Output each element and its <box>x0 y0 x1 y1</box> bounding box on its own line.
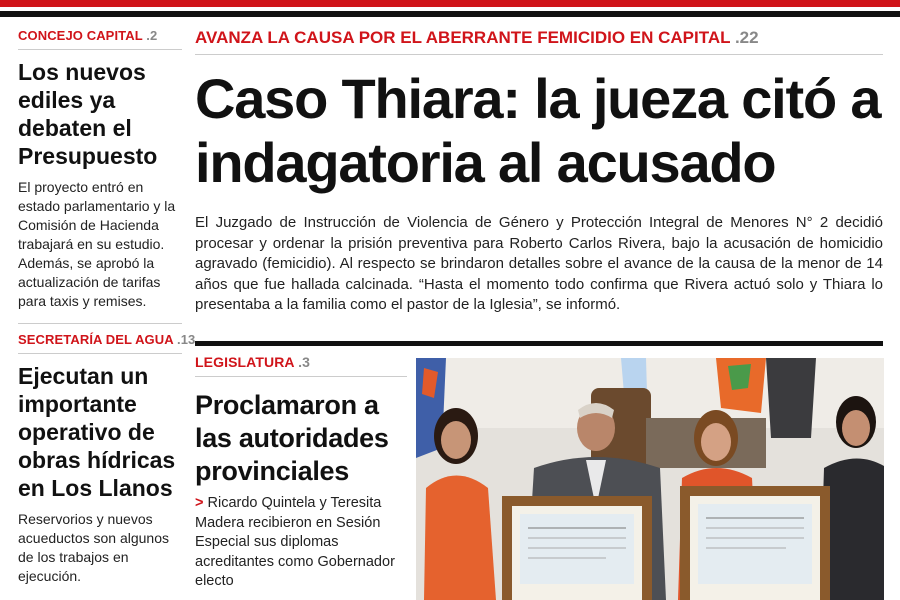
left-column <box>18 28 196 586</box>
top-black-rule <box>0 11 900 17</box>
story2-page-ref: .13 <box>176 332 196 347</box>
story1-kicker[interactable] <box>18 28 182 43</box>
main-kicker[interactable] <box>195 28 883 48</box>
left-divider <box>18 323 182 324</box>
main-separator-rule <box>195 341 883 346</box>
main-kicker-rule <box>195 54 883 55</box>
red-arrow-icon: > <box>195 495 204 511</box>
story1-headline[interactable]: Los nuevos ediles ya debaten el Presupuesto <box>18 59 158 169</box>
legislatura-photo[interactable] <box>416 358 884 600</box>
legislatura-story <box>195 354 407 592</box>
main-page-ref: .22 <box>734 28 759 47</box>
legislatura-lead: Ricardo Quintela y Teresita Madera recibieron en Sesión Especial sus diplomas acreditantes como Gobernador electo <box>195 495 395 589</box>
main-lead: El Juzgado de Instrucción de Violencia de Género y Protección Integral de Menores N° 2 decidió procesar y ordenar la prisión preventiva para Roberto Carlos Rivera, bajo la acusación de homicidio agravado (femicidio). Al respecto se brindaron detalles sobre el avance de la causa de la menor de 14 años que fue hallada calcinada. “Hasta el momento todo confirma que Rivera actuó solo y Thiara lo presentaba a la familia como el pastor de la Iglesia”, se informó. <box>195 214 883 313</box>
story1-kicker-rule <box>18 49 182 50</box>
story2-kicker[interactable] <box>18 332 196 347</box>
photo-illustration <box>416 358 884 600</box>
legislatura-kicker-label: LEGISLATURA <box>195 354 295 370</box>
main-kicker-label: AVANZA LA CAUSA POR EL ABERRANTE FEMICIDIO EN CAPITAL <box>195 28 731 47</box>
story2-kicker-label: SECRETARÍA DEL AGUA <box>18 332 174 347</box>
story2-headline[interactable]: Ejecutan un importante operativo de obras hídricas en Los Llanos <box>18 363 176 501</box>
main-headline[interactable]: Caso Thiara: la jueza citó a indagatoria al acusado <box>195 67 881 194</box>
legislatura-page-ref: .3 <box>298 354 310 370</box>
main-story <box>195 28 883 316</box>
legislatura-lead-block <box>195 494 407 592</box>
story2-lead: Reservorios y nuevos acueductos son algunos de los trabajos en ejecución. <box>18 511 169 584</box>
top-red-bar <box>0 0 900 7</box>
story1-lead: El proyecto entró en estado parlamentario y la Comisión de Hacienda trabajará en su estudio. Además, se aprobó la actualización de tarifas para taxis y remises. <box>18 179 176 309</box>
story2-kicker-rule <box>18 353 182 354</box>
story1-page-ref: .2 <box>146 28 158 43</box>
legislatura-kicker-rule <box>195 376 407 377</box>
legislatura-kicker[interactable] <box>195 354 407 370</box>
legislatura-headline[interactable]: Proclamaron a las autoridades provinciales <box>195 390 389 486</box>
story1-kicker-label: CONCEJO CAPITAL <box>18 28 143 43</box>
